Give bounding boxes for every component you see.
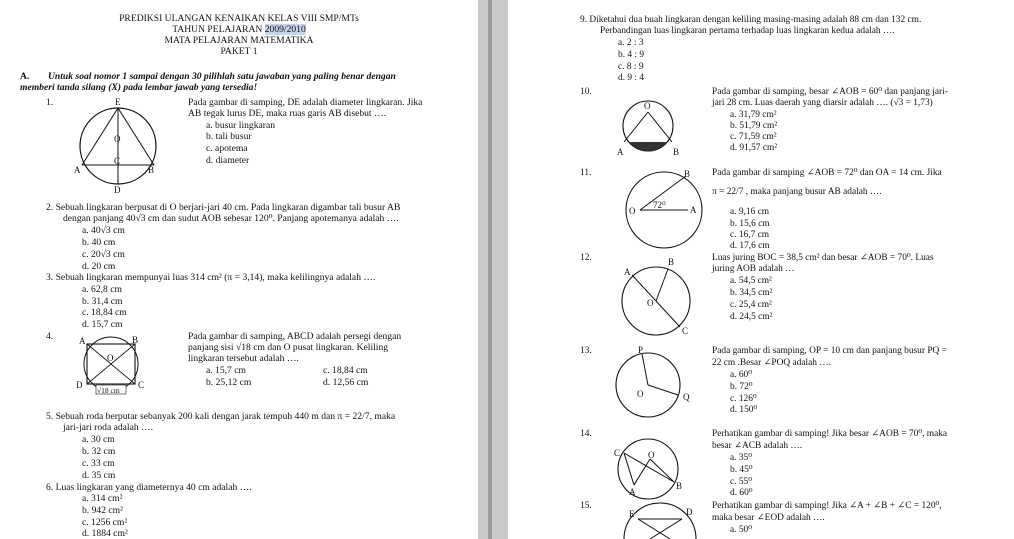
q1-label-e: E [115, 97, 121, 107]
q13-figure [610, 345, 696, 419]
q14-label-o: O [648, 450, 655, 460]
q4-text-2: panjang sisi √18 cm dan O pusat lingkaran. Keliling [188, 342, 389, 353]
q13-label-p: P [638, 345, 644, 355]
q4-label-b: B [132, 335, 139, 345]
q5-option-a: a. 30 cm [82, 434, 115, 445]
q14-number: 14. [580, 429, 592, 439]
q13-radius-oq [648, 385, 678, 395]
q11-option-d: d. 17,6 cm [730, 241, 770, 251]
q11-text-1: Pada gambar di samping ∠AOB = 72⁰ dan OA = 14 cm. Jika [712, 168, 942, 178]
q11-label-a: A [690, 205, 697, 215]
q10-figure [616, 100, 684, 160]
q13-radius-op [642, 354, 648, 385]
q13-option-b: b. 72⁰ [730, 382, 753, 392]
q3-option-a: a. 62,8 cm [82, 284, 122, 295]
q4-option-b: b. 25,12 cm [206, 377, 252, 388]
q12-label-a: A [624, 267, 631, 277]
q11-option-c: c. 16,7 cm [730, 230, 770, 240]
instruction-line-2: memberi tanda silang (X) pada lembar jawab yang tersedia! [20, 82, 258, 93]
q2-text-2: dengan panjang 40√3 cm dan sudut AOB sebesar 120⁰. Panjang apotemanya adalah …. [63, 213, 399, 224]
q1-option-b: b. tali busur [206, 131, 252, 142]
q12-label-b: B [668, 257, 675, 267]
q12-figure [618, 255, 698, 337]
q10-option-c: c. 71,59 cm² [730, 132, 777, 142]
q15-number: 15. [580, 501, 592, 511]
q9-option-a: a. 2 : 3 [618, 38, 644, 48]
q1-number: 1. [46, 97, 54, 108]
q3-text-1: 3. Sebuah lingkaran mempunyai luas 314 cm² (π = 3,14), maka kelilingnya adalah …. [46, 272, 376, 283]
q6-option-a: a. 314 cm² [82, 493, 123, 504]
q11-option-b: b. 15,6 cm [730, 219, 770, 229]
q2-option-d: d. 20 cm [82, 261, 116, 272]
q15-label-e: E [629, 509, 635, 519]
q15-label-d: D [686, 507, 693, 517]
q1-label-o: O [114, 134, 121, 144]
q4-label-c: C [138, 380, 145, 390]
q3-option-d: d. 15,7 cm [82, 319, 123, 330]
q1-option-d: d. diameter [206, 155, 250, 166]
q13-label-o: O [637, 389, 644, 399]
q11-angle-label: 72⁰ [653, 200, 666, 210]
q13-label-q: Q [683, 392, 690, 402]
q12-option-b: b. 34,5 cm² [730, 288, 773, 298]
instruction-line-1: Untuk soal nomor 1 sampai dengan 30 pilihlah satu jawaban yang paling benar dengan [48, 71, 396, 82]
q11-number: 11. [580, 168, 592, 178]
q1-label-b: B [148, 165, 155, 175]
q10-text-2: jari 28 cm. Luas daerah yang diarsir adalah …. (√3 = 1,73) [712, 98, 933, 108]
page-gutter [478, 0, 508, 539]
q14-option-a: a. 35⁰ [730, 453, 752, 463]
q10-radius-oa [624, 112, 648, 142]
q2-option-c: c. 20√3 cm [82, 249, 125, 260]
q1-line-ea [82, 108, 121, 166]
q13-text-1: Pada gambar di samping, OP = 10 cm dan panjang busur PQ = [712, 346, 947, 356]
q13-option-d: d. 150⁰ [730, 405, 758, 415]
q12-text-1: Luas juring BOC = 38,5 cm² dan besar ∠AOB = 70⁰. Luas [712, 253, 934, 263]
section-letter: A. [20, 71, 30, 82]
doc-title: PREDIKSI ULANGAN KENAIKAN KELAS VIII SMP/MTs [119, 13, 359, 24]
q10-label-b: B [673, 147, 680, 157]
q11-text-2: π = 22/7 , maka panjang busur AB adalah …. [712, 187, 882, 197]
doc-package: PAKET 1 [220, 46, 258, 57]
q13-option-a: a. 60⁰ [730, 370, 752, 380]
q4-label-d: D [76, 380, 83, 390]
q10-radius-ob [648, 112, 672, 142]
school-year-label: TAHUN PELAJARAN [172, 24, 265, 35]
q9-option-b: b. 4 : 9 [618, 50, 645, 60]
q14-figure [610, 445, 696, 499]
q13-option-c: c. 126⁰ [730, 394, 757, 404]
q5-text-2: jari-jari roda adalah …. [63, 422, 154, 433]
q14-label-b: B [676, 481, 683, 491]
q1-figure [70, 96, 175, 194]
q11-label-o: O [629, 206, 636, 216]
q4-label-a: A [79, 336, 86, 346]
q14-text-2: besar ∠ACB adalah …. [712, 441, 803, 451]
q12-number: 12. [580, 253, 592, 263]
q9-option-d: d. 9 : 4 [618, 73, 645, 83]
page-left [0, 0, 478, 539]
q3-option-c: c. 18,84 cm [82, 307, 127, 318]
page-divider [488, 0, 492, 539]
q1-text-1: Pada gambar di samping, DE adalah diameter lingkaran. Jika [188, 97, 423, 108]
q1-line-eb [118, 108, 154, 165]
q1-label-c: C [114, 156, 121, 166]
q4-text-1: Pada gambar di samping, ABCD adalah persegi dengan [188, 331, 402, 342]
q6-text-1: 6. Luas lingkaran yang diameternya 40 cm adalah …. [46, 482, 252, 493]
q14-circle [618, 439, 678, 499]
q10-option-d: d. 91,57 cm² [730, 143, 778, 153]
q1-text-2: AB tegak lurus DE, maka ruas garis AB disebut …. [188, 108, 386, 119]
q1-option-c: c. apotema [206, 143, 248, 154]
q1-label-d: D [114, 185, 121, 195]
q10-number: 10. [580, 87, 592, 97]
q14-label-a: A [629, 487, 636, 497]
q3-option-b: b. 31,4 cm [82, 296, 123, 307]
q15-option-a: a. 50⁰ [730, 525, 752, 535]
q11-figure [626, 168, 706, 250]
page-right [508, 0, 1014, 539]
q4-side-label: √18 cm [97, 386, 120, 395]
q4-option-a: a. 15,7 cm [206, 365, 246, 376]
q4-number: 4. [46, 331, 54, 342]
school-year-value: 2009/2010 [264, 24, 306, 35]
q12-option-a: a. 54,5 cm² [730, 276, 772, 286]
q6-option-b: b. 942 cm² [82, 505, 123, 516]
q4-option-c: c. 18,84 cm [323, 365, 368, 376]
q9-option-c: c. 8 : 9 [618, 62, 644, 72]
q10-label-o: O [644, 101, 651, 111]
q15-figure [620, 505, 700, 539]
q9-text-2: Perbandingan luas lingkaran pertama terhadap luas lingkaran kedua adalah …. [600, 26, 895, 36]
q15-text-1: Perhatikan gambar di samping! Jika ∠A + ∠B + ∠C = 120⁰, [712, 501, 942, 511]
q4-text-3: lingkaran tersebut adalah …. [188, 353, 299, 364]
q2-option-b: b. 40 cm [82, 237, 116, 248]
q14-option-d: d. 60⁰ [730, 488, 753, 498]
q12-label-c: C [682, 326, 689, 336]
q12-label-o: O [647, 298, 654, 308]
q5-option-d: d. 35 cm [82, 470, 116, 481]
q14-text-1: Perhatikan gambar di samping! Jika besar ∠AOB = 70⁰, maka [712, 429, 948, 439]
doc-subject: MATA PELAJARAN MATEMATIKA [164, 35, 314, 46]
q4-figure [72, 334, 152, 398]
q12-radius-ob [656, 269, 668, 301]
q10-option-a: a. 31,79 cm² [730, 110, 777, 120]
q1-option-a: a. busur lingkaran [206, 120, 276, 131]
q5-option-c: c. 33 cm [82, 458, 115, 469]
q15-text-2: maka besar ∠EOD adalah …. [712, 513, 825, 523]
q2-text-1: 2. Sebuah lingkaran berpusat di O berjari-jari 40 cm. Pada lingkaran digambar tali busur AB [46, 202, 401, 213]
q12-option-d: d. 24,5 cm² [730, 312, 773, 322]
q13-text-2: 22 cm .Besar ∠POQ adalah …. [712, 358, 832, 368]
q11-label-b: B [684, 169, 691, 179]
q12-text-2: juring AOB adalah … [712, 264, 795, 274]
q5-text-1: 5. Sebuah roda berputar sebanyak 200 kali dengan jarak tempuh 440 m dan π = 22/7, maka [46, 411, 396, 422]
q14-option-c: c. 55⁰ [730, 477, 752, 487]
q4-option-d: d. 12,56 cm [323, 377, 369, 388]
q11-option-a: a. 9,16 cm [730, 207, 770, 217]
q12-option-c: c. 25,4 cm² [730, 300, 772, 310]
q10-text-1: Pada gambar di samping, besar ∠AOB = 60⁰ dan panjang jari- [712, 87, 948, 97]
q13-number: 13. [580, 346, 592, 356]
school-year [0, 24, 478, 35]
q2-option-a: a. 40√3 cm [82, 225, 125, 236]
q12-radius-oc [656, 301, 680, 327]
q10-option-b: b. 51,79 cm² [730, 121, 778, 131]
q4-label-o: O [107, 353, 114, 363]
q6-option-d: d. 1884 cm² [82, 528, 128, 539]
q9-text-1: 9. Diketahui dua buah lingkaran dengan keliling masing-masing adalah 88 cm dan 132 cm. [580, 15, 922, 25]
q5-option-b: b. 32 cm [82, 446, 116, 457]
q14-option-b: b. 45⁰ [730, 465, 753, 475]
q1-label-a: A [74, 165, 81, 175]
q6-option-c: c. 1256 cm² [82, 517, 128, 528]
q10-label-a: A [617, 147, 624, 157]
q14-label-c: C [614, 448, 621, 458]
